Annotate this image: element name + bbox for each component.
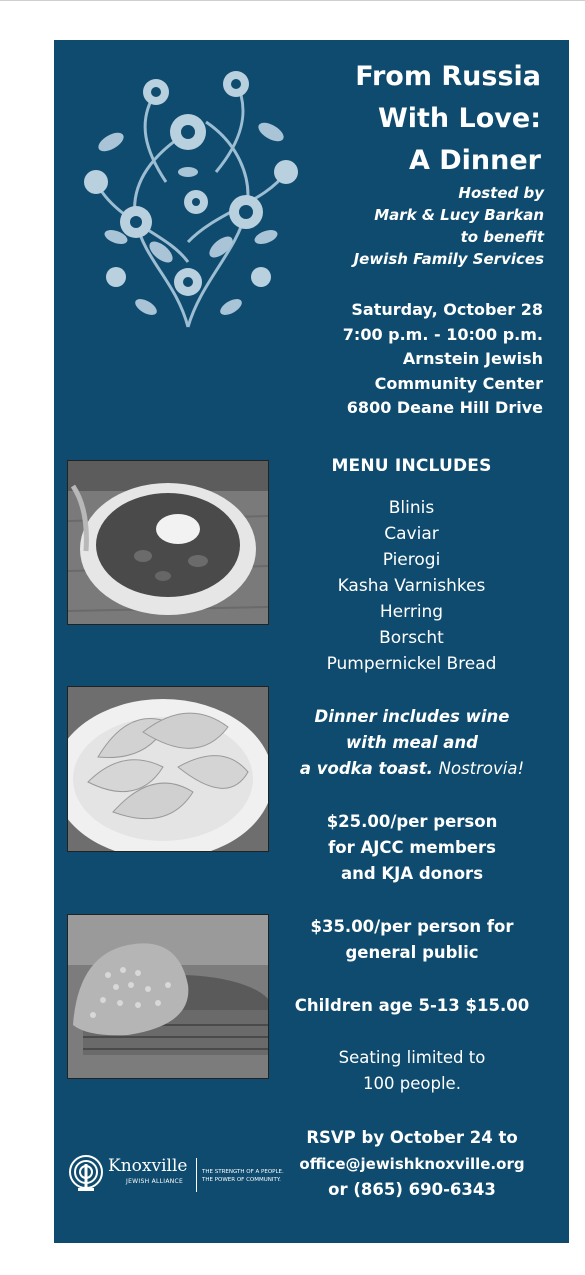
logo-subtitle: JEWISH ALLIANCE bbox=[126, 1178, 184, 1185]
caviar-photo bbox=[67, 914, 269, 1079]
menu-item: Blinis bbox=[388, 498, 435, 518]
flyer-panel bbox=[54, 40, 569, 1243]
title-line-3: A Dinner bbox=[408, 145, 541, 176]
event-time: 7:00 p.m. - 10:00 p.m. bbox=[342, 324, 543, 344]
public-price-block bbox=[272, 914, 552, 966]
hosted-line-1: Hosted by bbox=[458, 184, 544, 202]
hosted-line-3: to benefit bbox=[460, 228, 544, 246]
member-price-line-1: $25.00/per person bbox=[326, 812, 498, 831]
drinks-line-3-text: a vodka toast. bbox=[299, 759, 433, 778]
event-details bbox=[243, 298, 543, 421]
children-price-text: Children age 5-13 $15.00 bbox=[294, 996, 530, 1015]
title-line-1: From Russia bbox=[355, 61, 541, 92]
toast-word: Nostrovia! bbox=[438, 759, 525, 778]
member-price-line-3: and KJA donors bbox=[340, 864, 484, 883]
venue-address: 6800 Deane Hill Drive bbox=[346, 398, 543, 417]
seating-block bbox=[272, 1045, 552, 1097]
public-price-line-1: $35.00/per person for bbox=[310, 917, 514, 936]
top-rule bbox=[0, 0, 585, 1]
menu-item: Herring bbox=[379, 602, 444, 622]
drinks-line-1: Dinner includes wine bbox=[314, 707, 510, 726]
title-line-2: With Love: bbox=[377, 103, 541, 134]
logo-divider bbox=[196, 1158, 197, 1192]
logo-name: Knoxville bbox=[108, 1156, 188, 1176]
event-title bbox=[241, 56, 541, 182]
menu-item: Caviar bbox=[384, 524, 439, 544]
knoxville-logo bbox=[68, 1150, 284, 1200]
logo-tagline-2: THE POWER OF COMMUNITY. bbox=[202, 1177, 281, 1183]
menu-heading: MENU INCLUDES bbox=[331, 456, 492, 476]
drinks-block bbox=[272, 704, 552, 782]
member-price-line-2: for AJCC members bbox=[328, 838, 496, 857]
rsvp-email[interactable]: office@jewishknoxville.org bbox=[299, 1155, 525, 1173]
logo-tagline bbox=[202, 1168, 302, 1184]
menu-item: Pumpernickel Bread bbox=[326, 654, 497, 674]
seating-line-1: Seating limited to bbox=[338, 1048, 486, 1067]
member-price-block bbox=[272, 809, 552, 887]
logo-tagline-1: THE STRENGTH OF A PEOPLE. bbox=[202, 1169, 284, 1175]
venue-line-1: Arnstein Jewish bbox=[402, 349, 543, 368]
children-price bbox=[272, 993, 552, 1019]
rsvp-line-1: RSVP by October 24 to bbox=[306, 1128, 518, 1147]
hosts-block bbox=[244, 182, 544, 270]
drinks-line-2: with meal and bbox=[346, 733, 478, 752]
drinks-line-3 bbox=[272, 756, 552, 782]
menu-item: Pierogi bbox=[382, 550, 441, 570]
menorah-icon bbox=[68, 1154, 104, 1194]
hosted-line-4: Jewish Family Services bbox=[353, 250, 544, 268]
menu-item: Kasha Varnishkes bbox=[337, 576, 486, 596]
rsvp-block bbox=[272, 1125, 552, 1203]
borscht-photo bbox=[67, 460, 269, 625]
menu-item: Borscht bbox=[379, 628, 444, 648]
venue-line-2: Community Center bbox=[374, 373, 543, 393]
pierogi-photo bbox=[67, 686, 269, 852]
public-price-line-2: general public bbox=[345, 943, 479, 962]
rsvp-phone: or (865) 690-6343 bbox=[328, 1180, 496, 1199]
menu-list bbox=[274, 495, 549, 677]
event-date: Saturday, October 28 bbox=[351, 300, 543, 319]
seating-line-2: 100 people. bbox=[363, 1074, 461, 1093]
hosted-line-2: Mark & Lucy Barkan bbox=[374, 206, 544, 224]
